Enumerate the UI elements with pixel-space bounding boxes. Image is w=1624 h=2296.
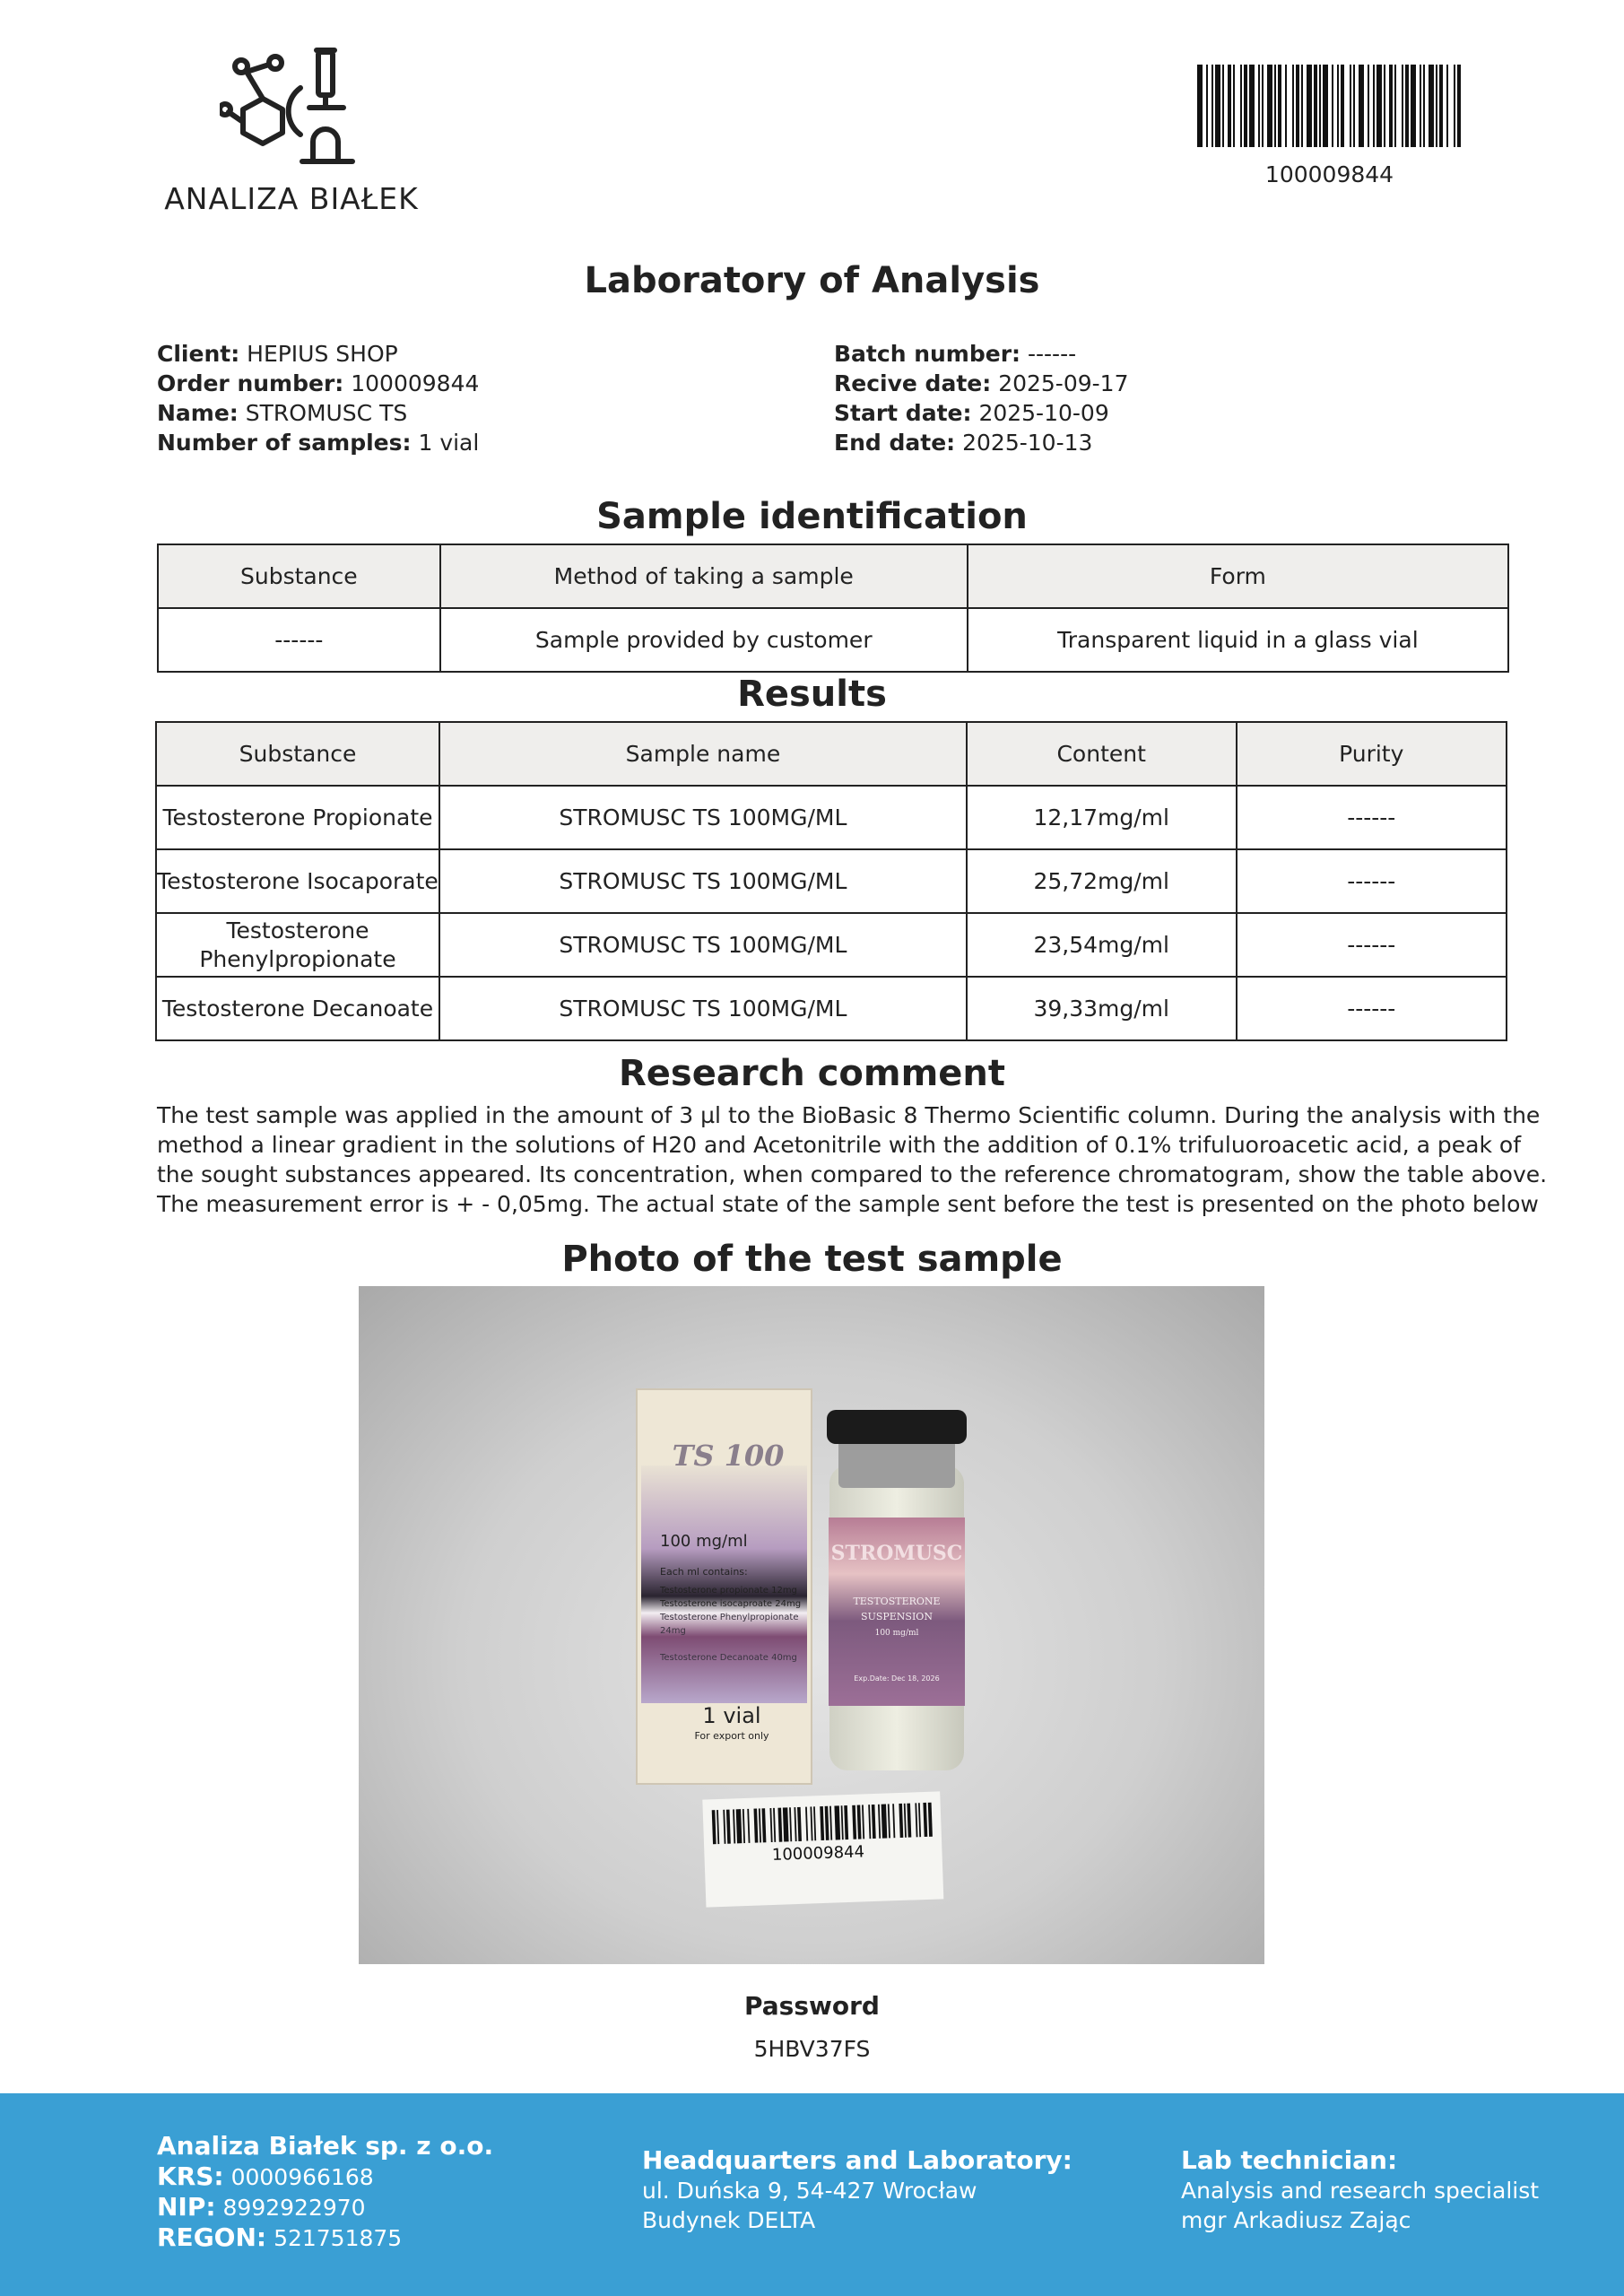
samples-value: 1 vial — [418, 430, 480, 456]
barcode-bar — [1389, 65, 1393, 147]
barcode-bar — [1292, 65, 1294, 147]
headquarters-label: Headquarters and Laboratory: — [642, 2145, 1073, 2175]
sample-identification-table — [157, 544, 1509, 673]
technician-label: Lab technician: — [1181, 2145, 1398, 2175]
box-vial-count: 1 vial — [702, 1703, 761, 1728]
table-cell: STROMUSC TS 100MG/ML — [439, 786, 967, 849]
table-cell: Testosterone Isocaporate — [156, 849, 439, 913]
column-header: Sample name — [439, 722, 967, 786]
table-cell: ------ — [1237, 977, 1507, 1040]
technician-name: mgr Arkadiusz Zając — [1181, 2207, 1411, 2233]
table-cell: 12,17mg/ml — [967, 786, 1237, 849]
test-sample-photo — [359, 1286, 1264, 1964]
barcode-bar — [1457, 65, 1461, 147]
box-export-note: For export only — [694, 1730, 769, 1742]
vial-expiry: Exp.Date: Dec 18, 2026 — [854, 1674, 940, 1683]
column-header: Method of taking a sample — [440, 544, 968, 608]
receive-value: 2025-09-17 — [998, 370, 1129, 396]
barcode-bar — [1454, 65, 1455, 147]
table-cell: Testosterone Decanoate — [156, 977, 439, 1040]
order-row — [157, 369, 479, 398]
product-photo-illustration — [359, 1286, 1264, 1964]
barcode-bar — [1233, 65, 1235, 147]
column-header: Content — [967, 722, 1237, 786]
barcode-bar — [1446, 65, 1448, 147]
nip-label: NIP: — [157, 2192, 216, 2222]
company-logo — [152, 45, 430, 224]
box-contains-label: Each ml contains: — [660, 1566, 748, 1578]
table-cell: 39,33mg/ml — [967, 977, 1237, 1040]
barcode-bar — [1314, 65, 1317, 147]
table-cell: Sample provided by customer — [440, 608, 968, 672]
samples-label: Number of samples: — [157, 430, 412, 456]
end-value: 2025-10-13 — [962, 430, 1093, 456]
barcode-bar — [1206, 65, 1208, 147]
page-title: Laboratory of Analysis — [584, 260, 1040, 301]
barcode-bar — [1244, 65, 1247, 147]
molecule-microscope-icon — [220, 45, 363, 175]
vial-substance: TESTOSTERONE — [853, 1596, 941, 1607]
table-cell: 25,72mg/ml — [967, 849, 1237, 913]
barcode-bar — [1262, 65, 1264, 147]
start-label: Start date: — [834, 400, 972, 426]
results-table — [155, 721, 1507, 1041]
barcode-bar — [1405, 65, 1409, 147]
address-line: Budynek DELTA — [642, 2207, 816, 2233]
password-value: 5HBV37FS — [753, 2036, 871, 2062]
barcode-bar — [1222, 65, 1224, 147]
box-ingredient: Testosterone propionate 12mg — [660, 1586, 797, 1596]
table-cell: STROMUSC TS 100MG/ML — [439, 913, 967, 977]
barcode-bar — [1411, 65, 1416, 147]
barcode-bar — [1402, 65, 1403, 147]
barcode-bar — [1267, 65, 1272, 147]
table-cell: ------ — [1237, 913, 1507, 977]
sticker-number: 100009844 — [771, 1842, 865, 1865]
barcode-bar — [1285, 65, 1287, 147]
photo-heading: Photo of the test sample — [561, 1239, 1063, 1280]
footer-company-block — [157, 2131, 493, 2253]
table-row — [156, 786, 1507, 849]
barcode-bar — [1423, 65, 1425, 147]
regon-label: REGON: — [157, 2222, 267, 2252]
box-ingredient: 24mg — [660, 1626, 686, 1636]
barcode — [1197, 65, 1462, 195]
barcode-bar — [1228, 65, 1231, 147]
footer-technician-block — [1181, 2145, 1539, 2235]
barcode-bar — [1249, 65, 1255, 147]
start-value: 2025-10-09 — [978, 400, 1109, 426]
table-cell: ------ — [158, 608, 440, 672]
barcode-bar — [1439, 65, 1443, 147]
barcode-bar — [1323, 65, 1328, 147]
client-row — [157, 339, 479, 369]
name-label: Name: — [157, 400, 239, 426]
company-name: Analiza Białek sp. z o.o. — [157, 2131, 494, 2161]
barcode-bar — [1350, 65, 1351, 147]
table-cell: STROMUSC TS 100MG/ML — [439, 977, 967, 1040]
samples-row — [157, 428, 479, 457]
barcode-bar — [1373, 65, 1375, 147]
batch-label: Batch number: — [834, 341, 1021, 367]
barcode-bar — [1296, 65, 1299, 147]
column-header: Substance — [158, 544, 440, 608]
vial-brand: STROMUSC — [830, 1542, 963, 1565]
barcode-bar — [1384, 65, 1385, 147]
regon-value: 521751875 — [274, 2225, 403, 2251]
box-ingredient: Testosterone Decanoate 40mg — [660, 1653, 797, 1663]
footer — [0, 2093, 1624, 2296]
table-row — [156, 913, 1507, 977]
barcode-bar — [1211, 65, 1213, 147]
footer-headquarters-block — [642, 2145, 1073, 2235]
barcode-bar — [1359, 65, 1364, 147]
barcode-bar — [1394, 65, 1396, 147]
end-label: End date: — [834, 430, 956, 456]
batch-value: ------ — [1027, 341, 1077, 367]
barcode-bar — [1258, 65, 1260, 147]
table-row — [156, 849, 1507, 913]
krs-label: KRS: — [157, 2161, 224, 2191]
order-label: Order number: — [157, 370, 344, 396]
barcode-bar — [1420, 65, 1421, 147]
order-info-left — [157, 339, 479, 457]
research-comment-text: The test sample was applied in the amount of 3 µl to the BioBasic 8 Thermo Scientific column. During the analysis with the method a linear gradient in the solutions of H20 and Acetonitrile with the addition of 0.1% trifuluoroacetic acid, a peak of the sought substances appeared. Its concentration, when compared to the reference chromatogram, show the table above. The measurement error is + - 0,05mg. The actual state of the sample sent before the test is presented on the photo below — [157, 1102, 1548, 1217]
technician-title: Analysis and research specialist — [1181, 2178, 1540, 2204]
name-value: STROMUSC TS — [245, 400, 408, 426]
nip-value: 8992922970 — [222, 2195, 366, 2221]
barcode-bar — [1436, 65, 1437, 147]
table-header-row — [156, 722, 1507, 786]
barcode-bar — [1319, 65, 1321, 147]
table-cell: Transparent liquid in a glass vial — [968, 608, 1508, 672]
results-heading: Results — [737, 674, 887, 715]
receive-label: Recive date: — [834, 370, 992, 396]
research-comment-heading: Research comment — [619, 1053, 1005, 1094]
barcode-bar — [1307, 65, 1312, 147]
order-info-right — [834, 339, 1128, 457]
barcode-bar — [1274, 65, 1276, 147]
order-value: 100009844 — [351, 370, 480, 396]
barcode-bar — [1215, 65, 1220, 147]
barcode-bar — [1332, 65, 1333, 147]
box-ingredient: Testosterone isocaproate 24mg — [660, 1599, 802, 1609]
krs-value: 0000966168 — [230, 2164, 374, 2190]
vial-form: SUSPENSION — [861, 1611, 933, 1622]
barcode-bar — [1353, 65, 1355, 147]
column-header: Form — [968, 544, 1508, 608]
barcode-bar — [1368, 65, 1369, 147]
start-row — [834, 398, 1128, 428]
table-header-row — [158, 544, 1508, 608]
barcode-number: 100009844 — [1264, 161, 1394, 187]
column-header: Purity — [1237, 722, 1507, 786]
barcode-graphic — [1197, 65, 1462, 147]
barcode-bar — [1429, 65, 1434, 147]
end-row — [834, 428, 1128, 457]
barcode-bar — [1376, 65, 1382, 147]
barcode-bar — [1337, 65, 1339, 147]
table-cell: ------ — [1237, 849, 1507, 913]
receive-row — [834, 369, 1128, 398]
logo-text: ANALIZA BIAŁEK — [164, 181, 419, 216]
barcode-bar — [1278, 65, 1281, 147]
table-cell: Testosterone Propionate — [156, 786, 439, 849]
table-row — [156, 977, 1507, 1040]
box-ingredient: Testosterone Phenylpropionate — [660, 1613, 799, 1622]
barcode-bar — [1197, 65, 1203, 147]
sample-identification-heading: Sample identification — [596, 496, 1028, 537]
table-cell: ------ — [1237, 786, 1507, 849]
barcode-bar — [1240, 65, 1242, 147]
client-value: HEPIUS SHOP — [247, 341, 398, 367]
barcode-bar — [1341, 65, 1344, 147]
address-line: ul. Duńska 9, 54-427 Wrocław — [642, 2178, 977, 2204]
table-cell: 23,54mg/ml — [967, 913, 1237, 977]
name-row — [157, 398, 479, 428]
barcode-bar — [1301, 65, 1303, 147]
table-cell: STROMUSC TS 100MG/ML — [439, 849, 967, 913]
password-label: Password — [744, 1991, 880, 2021]
batch-row — [834, 339, 1128, 369]
column-header: Substance — [156, 722, 439, 786]
client-label: Client: — [157, 341, 240, 367]
box-concentration: 100 mg/ml — [660, 1532, 748, 1551]
vial-concentration: 100 mg/ml — [874, 1629, 919, 1638]
box-title: TS 100 — [672, 1439, 785, 1473]
table-row — [158, 608, 1508, 672]
table-cell: Testosterone Phenylpropionate — [156, 913, 439, 977]
